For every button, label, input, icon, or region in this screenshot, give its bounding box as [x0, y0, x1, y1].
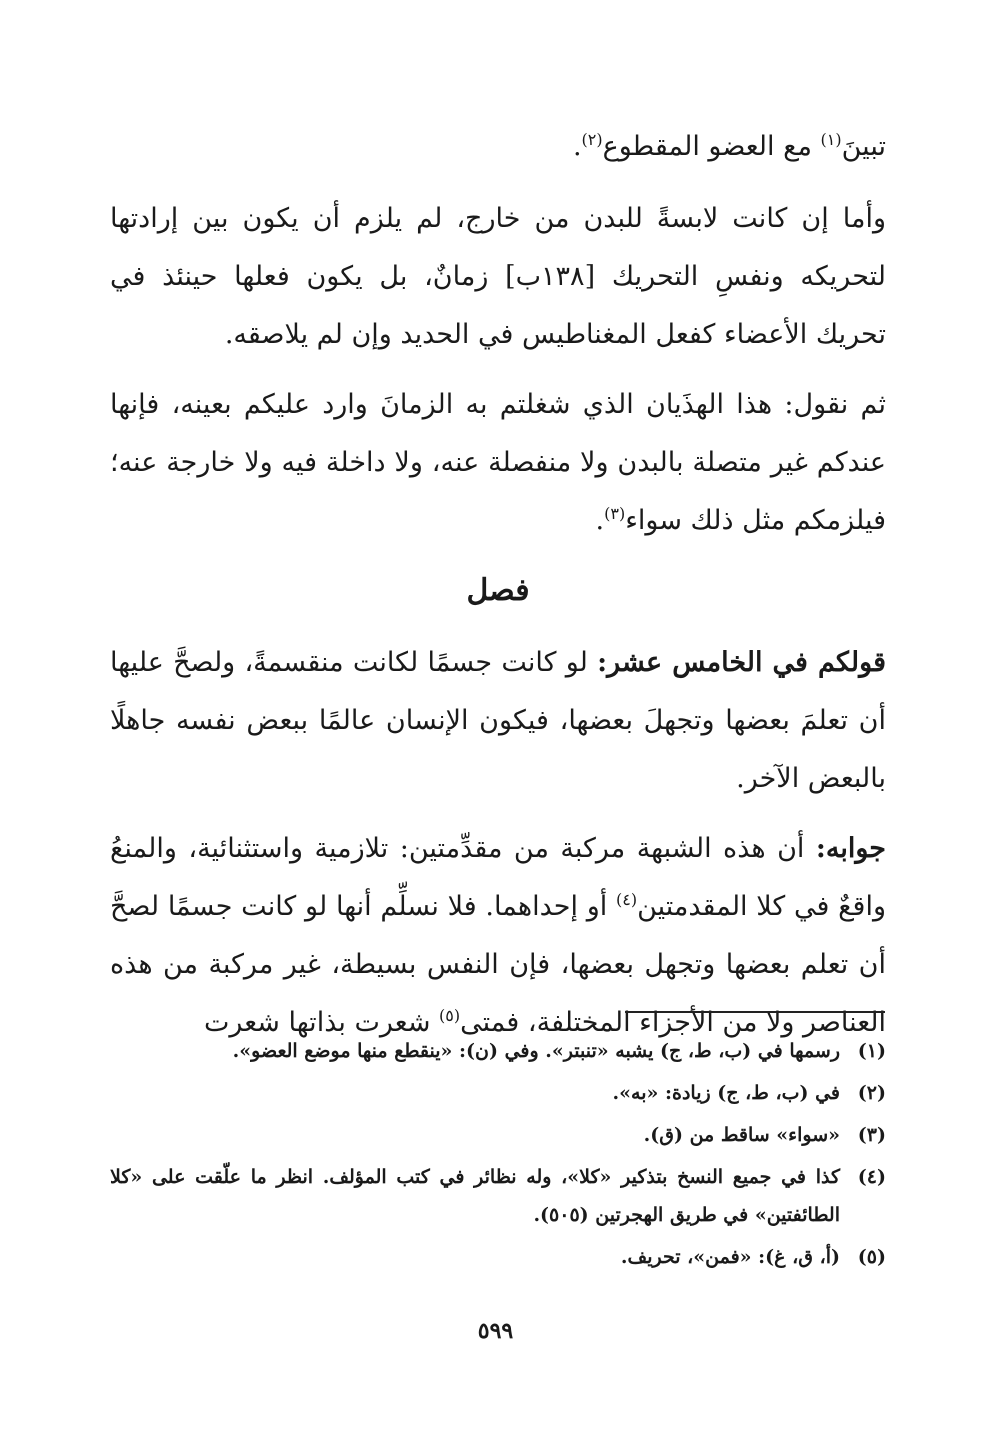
footnote-reference: (٢)	[581, 130, 603, 149]
page-number: ٥٩٩	[477, 1318, 514, 1344]
footnotes	[110, 1032, 886, 1280]
footnote-text: رسمها في (ب، ط، ج) يشبه «تنبتر». وفي (ن): «ينقطع منها موضع العضو».	[232, 1040, 840, 1062]
footnote-item	[110, 1032, 886, 1070]
paragraph-continuation	[110, 118, 886, 176]
footnote-text: (أ، ق، غ): «فمن»، تحريف.	[620, 1246, 840, 1268]
paragraph-text: أو إحداهما. فلا نسلِّم أنها لو كانت جسمًا لصحَّ أن تعلم بعضها وتجهل بعضها، فإن النفس بسيطة، غير مركبة من هذه العناصر ولا من الأجزاء المختلفة، فمتى	[110, 891, 886, 1038]
paragraph	[110, 820, 886, 1052]
footnote-text: كذا في جميع النسخ بتذكير «كلا»، وله نظائر في كتب المؤلف. انظر ما علّقت على «كلا الطائفتين» في طريق الهجرتين (٥٠٥).	[110, 1166, 840, 1226]
footnote-item	[110, 1158, 886, 1234]
footnote-item	[110, 1074, 886, 1112]
main-text-body	[110, 118, 886, 1064]
paragraph-text: تبينَ	[841, 131, 886, 162]
paragraph-text: مع العضو المقطوع	[602, 131, 821, 162]
footnote-item	[110, 1238, 886, 1276]
footnote-item	[110, 1116, 886, 1154]
paragraph	[110, 634, 886, 808]
paragraph-text: ثم نقول: هذا الهذَيان الذي شغلتم به الزمانَ وارد عليكم بعينه، فإنها عندكم غير متصلة بالبدن ولا منفصلة عنه، ولا داخلة فيه ولا خارجة عنه؛ فيلزمكم مثل ذلك سواء	[110, 389, 886, 536]
footnote-number: (٤)	[857, 1166, 886, 1188]
footnote-reference: (٣)	[604, 504, 626, 523]
paragraph-text: شعرت بذاتها شعرت	[203, 1007, 440, 1038]
footnote-number: (١)	[857, 1040, 886, 1062]
footnote-reference: (٥)	[439, 1006, 461, 1025]
paragraph-lead: قولكم في الخامس عشر:	[597, 647, 886, 678]
footnote-reference: (١)	[820, 130, 842, 149]
paragraph	[110, 376, 886, 550]
footnote-reference: (٤)	[615, 890, 638, 909]
paragraph-text: أن هذه الشبهة مركبة من مقدِّمتين: تلازمية واستثنائية، والمنعُ واقعٌ في كلا المقدمتين	[110, 833, 886, 922]
paragraph	[110, 190, 886, 364]
footnote-number: (٣)	[857, 1124, 886, 1146]
footnote-text: «سواء» ساقط من (ق).	[643, 1124, 840, 1146]
footnote-text: في (ب، ط، ج) زيادة: «به».	[612, 1082, 840, 1104]
paragraph-text: لو كانت جسمًا لكانت منقسمةً، ولصحَّ عليها أن تعلمَ بعضها وتجهلَ بعضها، فيكون الإنسان عالمًا ببعض نفسه جاهلًا بالبعض الآخر.	[110, 647, 886, 794]
footnote-number: (٢)	[857, 1082, 886, 1104]
paragraph-lead: جوابه:	[815, 833, 886, 864]
paragraph-text: .	[595, 505, 605, 536]
paragraph-text: .	[572, 131, 582, 162]
paragraph-text: وأما إن كانت لابسةً للبدن من خارج، لم يلزم أن يكون بين إرادتها لتحريكه ونفسِ التحريك [١٣٨ب] زمانٌ، بل يكون فعلها حينئذ في تحريك الأعضاء كفعل المغناطيس في الحديد وإن لم يلاصقه.	[110, 203, 886, 350]
footnote-number: (٥)	[857, 1246, 886, 1268]
footnote-divider	[625, 1011, 885, 1013]
section-heading: فصل	[466, 573, 530, 608]
